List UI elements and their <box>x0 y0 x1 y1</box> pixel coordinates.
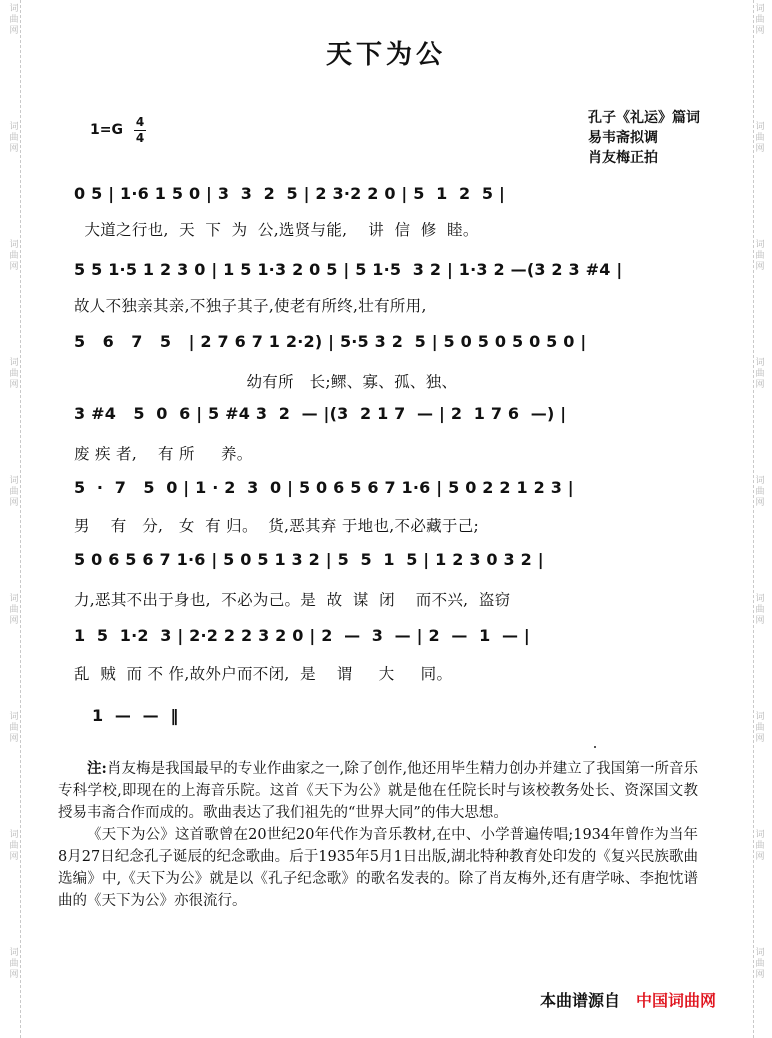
watermark-glyph-group: 词 曲 网 <box>9 4 19 36</box>
note-paragraph-1: 肖友梅是我国最早的专业作曲家之一,除了创作,他还用毕生精力创办并建立了我国第一所音乐专科学校,即现在的上海音乐院。这首《天下为公》就是他在任院长时与该校教务处长、资深国文教授易韦斋合作而成的。歌曲表达了我们祖先的“世界大同”的伟大思想。 <box>58 761 698 821</box>
key-signature: 1=G <box>90 122 123 138</box>
system-2-notes: 5 5 1·5 1 2 3 0 | 1 5 1·3 2 0 5 | 5 1·5 3 2 | 1·3 2 —(3 2 3 #4 | <box>74 260 623 279</box>
credit-lyricist: 孔子《礼运》篇词 <box>588 110 700 126</box>
watermark-glyph-group: 词 曲 网 <box>755 122 765 154</box>
note-label: 注: <box>87 760 107 777</box>
system-7-notes: 1 5 1·2 3 | 2·2 2 2 3 2 0 | 2 — 3 — | 2 — 1 — | <box>74 626 530 645</box>
editor-note <box>58 758 698 912</box>
source-attribution <box>540 988 716 1011</box>
source-site-link[interactable]: 中国词曲网 <box>636 991 717 1010</box>
watermark-glyph-group: 词 曲 网 <box>9 476 19 508</box>
watermark-glyph-group: 词 曲 网 <box>755 948 765 980</box>
system-5-notes: 5 · 7 5 0 | 1 · 2 3 0 | 5 0 6 5 6 7 1·6 | 5 0 2 2 1 2 3 | <box>74 478 574 497</box>
system-4-lyrics: 废 疾 者, 有 所 养。 <box>74 445 253 463</box>
system-6-lyrics: 力,恶其不出于身也, 不必为己。是 故 谋 闭 而不兴, 盗窃 <box>74 591 511 609</box>
system-8-notes: 1 — — ‖ <box>92 706 179 725</box>
watermark-glyph-group: 词 曲 网 <box>9 594 19 626</box>
time-signature-top: 4 <box>135 115 145 129</box>
time-signature <box>134 116 146 145</box>
system-2-lyrics: 故人不独亲其亲,不独子其子,使老有所终,壮有所用, <box>74 297 427 315</box>
system-1-lyrics: 大道之行也, 天 下 为 公,选贤与能, 讲 信 修 睦。 <box>74 221 479 239</box>
watermark-glyph-group: 词 曲 网 <box>9 240 19 272</box>
system-7-lyrics: 乱 贼 而 不 作,故外户而不闭, 是 谓 大 同。 <box>74 665 453 683</box>
watermark-glyph-group: 词 曲 网 <box>9 830 19 862</box>
source-label: 本曲谱源自 <box>540 991 621 1010</box>
system-3-lyrics: 幼有所 长;鳏、寡、孤、独、 <box>74 373 458 391</box>
left-watermark-column <box>6 0 21 1038</box>
note-paragraph-2: 《天下为公》这首歌曾在20世纪20年代作为音乐教材,在中、小学普遍传唱;1934年曾作为当年8月27日纪念孔子诞辰的纪念歌曲。后于1935年5月1日出版,湖北特种教育处印发的《复兴民族歌曲选编》中,《天下为公》就是以《孔子纪念歌》的歌名发表的。除了肖友梅外,还有唐学咏、李抱忱谱曲的《天下为公》亦很流行。 <box>58 827 698 909</box>
watermark-glyph-group: 词 曲 网 <box>755 240 765 272</box>
credit-arranger: 易韦斋拟调 <box>588 130 658 146</box>
system-3-notes: 5 6 7 5 | 2 7 6 7 1 2·2) | 5·5 3 2 5 | 5 0 5 0 5 0 5 0 | <box>74 332 587 351</box>
watermark-glyph-group: 词 曲 网 <box>755 4 765 36</box>
time-signature-bottom: 4 <box>135 131 145 145</box>
watermark-glyph-group: 词 曲 网 <box>755 594 765 626</box>
system-1-notes: 0 5 | 1·6 1 5 0 | 3 3 2 5 | 2 3·2 2 0 | 5 1 2 5 | <box>74 184 505 203</box>
watermark-glyph-group: 词 曲 网 <box>9 122 19 154</box>
credit-editor: 肖友梅正拍 <box>588 150 658 166</box>
watermark-glyph-group: 词 曲 网 <box>9 948 19 980</box>
stray-mark <box>594 746 596 748</box>
watermark-glyph-group: 词 曲 网 <box>755 476 765 508</box>
watermark-glyph-group: 词 曲 网 <box>755 830 765 862</box>
watermark-glyph-group: 词 曲 网 <box>9 358 19 390</box>
system-6-notes: 5 0 6 5 6 7 1·6 | 5 0 5 1 3 2 | 5 5 1 5 | 1 2 3 0 3 2 | <box>74 550 544 569</box>
system-4-notes: 3 #4 5 0 6 | 5 #4 3 2 — |(3 2 1 7 — | 2 1 7 6 —) | <box>74 404 567 423</box>
score <box>56 158 696 728</box>
song-title: 天下为公 <box>325 40 446 70</box>
right-watermark-column <box>753 0 768 1038</box>
watermark-glyph-group: 词 曲 网 <box>755 712 765 744</box>
watermark-glyph-group: 词 曲 网 <box>755 358 765 390</box>
system-5-lyrics: 男 有 分, 女 有 归。 货,恶其弃 于地也,不必藏于己; <box>74 517 480 535</box>
watermark-glyph-group: 词 曲 网 <box>9 712 19 744</box>
